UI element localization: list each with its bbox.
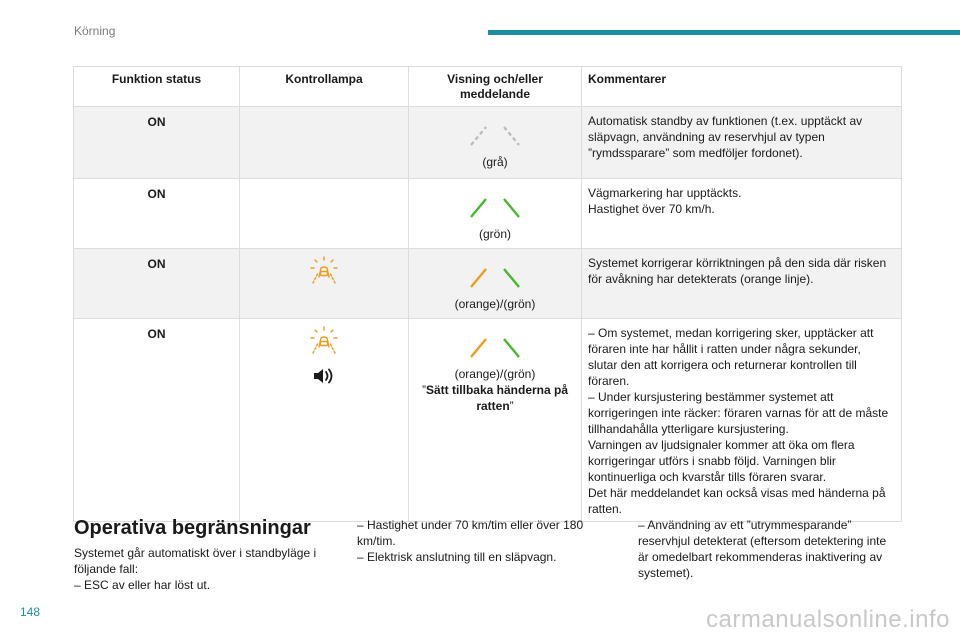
status-cell: ON (74, 319, 240, 522)
lamp-cell (240, 179, 409, 249)
display-message-text: Sätt tillbaka händerna på ratten (425, 383, 569, 413)
limitations-col-3 (638, 517, 898, 581)
lane-lines-icon (465, 118, 525, 148)
list-item: – Elektrisk anslutning till en släpvagn. (357, 550, 557, 564)
comment-cell (582, 249, 902, 319)
comment-cell (582, 319, 902, 522)
limitations-title: Operativa begränsningar (74, 517, 311, 539)
left-lane-line (471, 269, 486, 287)
comment-text: Varningen av ljudsignaler kommer att öka om flera korrigeringar utförs i snabb följd. Varningen blir kontinuerliga och kvarstår tills föraren svarar. (588, 438, 855, 484)
watermark: carmanualsonline.info (706, 606, 950, 633)
lamp-cell (240, 107, 409, 179)
lamp-cell (240, 249, 409, 319)
list-item: – ESC av eller har löst ut. (74, 578, 211, 592)
col-header-display: Visning och/eller meddelande (409, 67, 582, 107)
comment-text: Vägmarkering har upptäckts. (588, 186, 742, 200)
display-cell (409, 107, 582, 179)
right-lane-line (504, 199, 519, 217)
right-lane-line (504, 127, 519, 145)
table-row (74, 249, 902, 319)
status-table (73, 66, 902, 522)
left-lane-line (471, 199, 486, 217)
lane-warning-icon (309, 325, 339, 355)
list-item: – Användning av ett ”utrymmesparande” reservhjul detekterat (eftersom detektering inte är omedelbart rekommenderas inaktivering av systemet). (638, 518, 887, 580)
display-cell (409, 179, 582, 249)
page-number: 148 (20, 605, 41, 619)
header-accent-bar (488, 30, 960, 35)
left-lane-line (471, 339, 486, 357)
section-label: Körning (74, 24, 116, 38)
limitations-intro: Systemet går automatiskt över i standbyläge i följande fall: (74, 546, 317, 576)
display-cell (409, 249, 582, 319)
comment-text: Hastighet över 70 km/h. (588, 202, 715, 216)
comment-cell (582, 107, 902, 179)
comment-cell (582, 179, 902, 249)
table-row (74, 319, 902, 522)
table-row (74, 179, 902, 249)
comment-text: Automatisk standby av funktionen (t.ex. upptäckt av släpvagn, användning av reservhjul av typen ”rymdssparare” som medföljer fordonet). (588, 114, 863, 160)
right-lane-line (504, 269, 519, 287)
table-row (74, 107, 902, 179)
limitations-col-2 (357, 517, 617, 565)
right-lane-line (504, 339, 519, 357)
lane-lines-icon (465, 260, 525, 290)
lane-lines-icon (465, 330, 525, 360)
limitations-col-1 (74, 545, 332, 593)
status-cell: ON (74, 249, 240, 319)
comment-text: – Under kursjustering bestämmer systemet att korrigeringen inte räcker: föraren varnas för att de måste tillhandahålla ytterligare kursjustering. (588, 390, 889, 436)
display-cell (409, 319, 582, 522)
comment-text: Det här meddelandet kan också visas med händerna på ratten. (588, 486, 886, 516)
list-item: – Hastighet under 70 km/tim eller över 180 km/tim. (357, 518, 584, 548)
lane-warning-icon (309, 255, 339, 285)
lane-lines-icon (465, 190, 525, 220)
status-cell: ON (74, 107, 240, 179)
display-caption: (orange)/(grön) (454, 367, 536, 381)
col-header-comments: Kommentarer (582, 67, 902, 107)
left-lane-line (471, 127, 486, 145)
display-caption: (grön) (478, 227, 511, 241)
display-caption: (grå) (482, 155, 508, 169)
table-header-row (74, 67, 902, 107)
status-cell: ON (74, 179, 240, 249)
speaker-icon (312, 366, 336, 386)
display-caption: (orange)/(grön) (454, 297, 536, 311)
lamp-cell (240, 319, 409, 522)
display-message: ”Sätt tillbaka händerna på ratten” (421, 383, 569, 413)
comment-text: – Om systemet, medan korrigering sker, upptäcker att föraren inte har hållit i ratten under några sekunder, slutar den att korrigera och returnerar kontrollen till föraren. (588, 326, 874, 388)
col-header-lamp: Kontrollampa (240, 67, 409, 107)
col-header-status: Funktion status (74, 67, 240, 107)
comment-text: Systemet korrigerar körriktningen på den sida där risken för avåkning har detekterats (orange linje). (588, 256, 887, 286)
